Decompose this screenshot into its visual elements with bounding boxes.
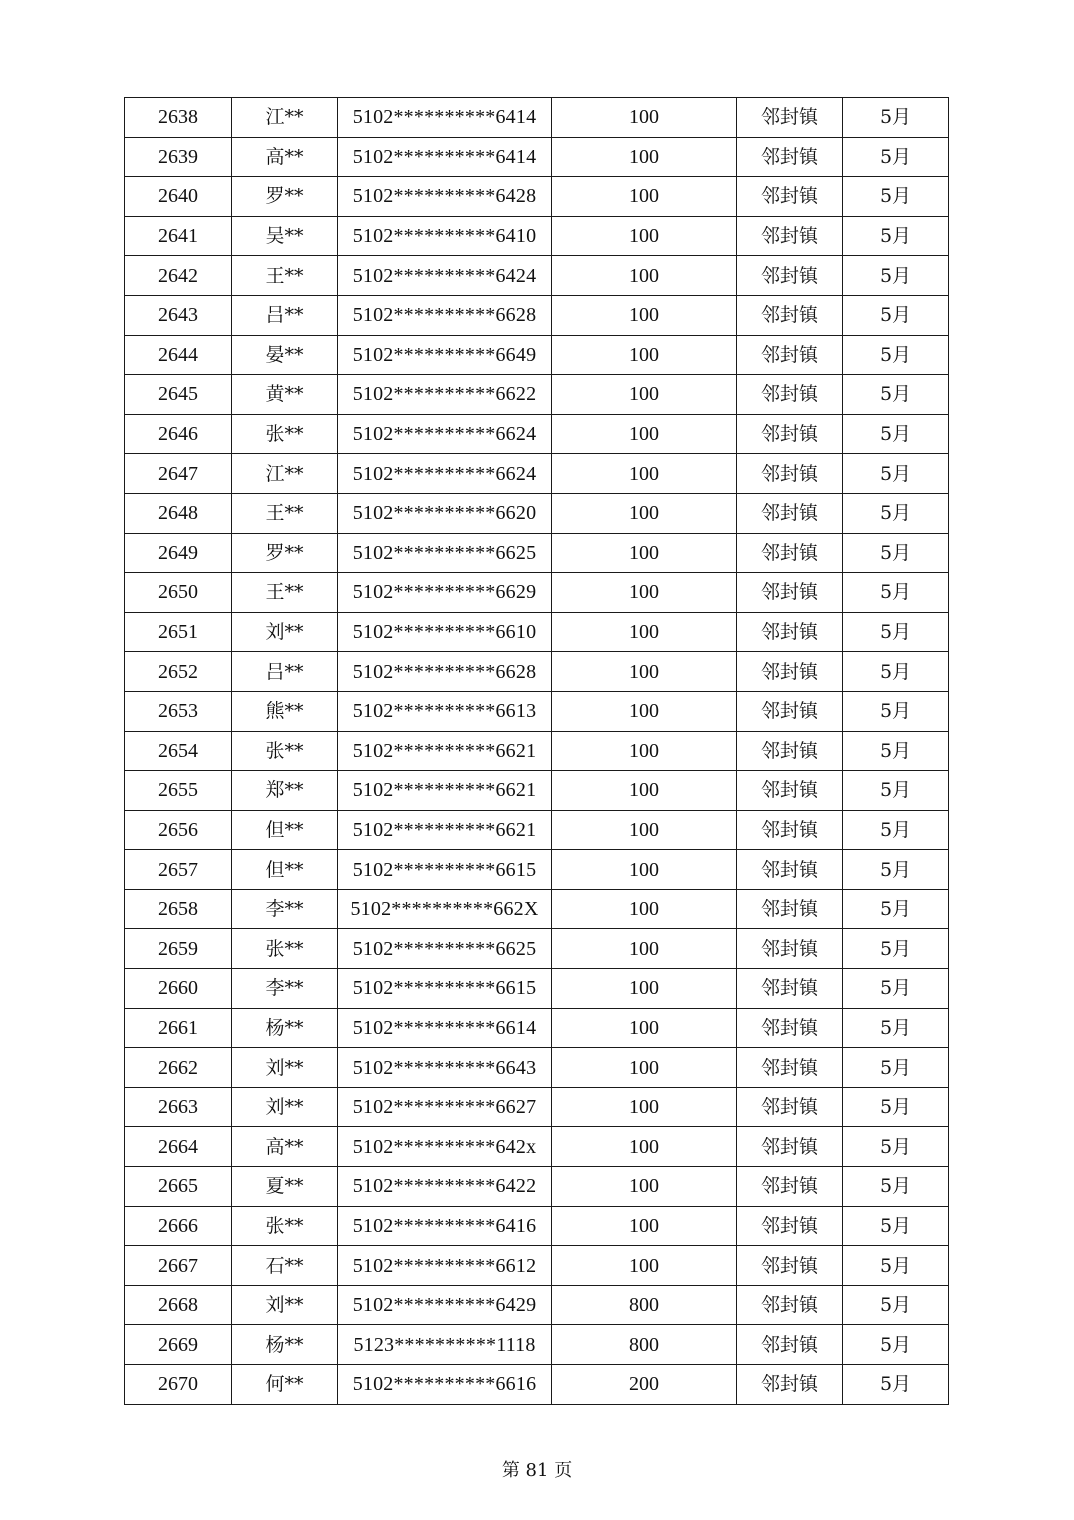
cell-amount: 100 bbox=[552, 850, 737, 890]
cell-month: 5月 bbox=[843, 1008, 949, 1048]
table-row bbox=[125, 1048, 949, 1088]
cell-month: 5月 bbox=[843, 691, 949, 731]
cell-town: 邻封镇 bbox=[737, 1008, 843, 1048]
cell-name: 高** bbox=[232, 1127, 338, 1167]
cell-town: 邻封镇 bbox=[737, 1325, 843, 1365]
cell-month: 5月 bbox=[843, 375, 949, 415]
cell-town: 邻封镇 bbox=[737, 810, 843, 850]
cell-number: 2647 bbox=[125, 454, 232, 494]
cell-name: 罗** bbox=[232, 533, 338, 573]
cell-name: 张** bbox=[232, 731, 338, 771]
cell-number: 2660 bbox=[125, 969, 232, 1009]
cell-number: 2651 bbox=[125, 612, 232, 652]
cell-amount: 100 bbox=[552, 414, 737, 454]
cell-name: 王** bbox=[232, 256, 338, 296]
table-row bbox=[125, 850, 949, 890]
roster-table bbox=[124, 97, 949, 1405]
cell-name: 石** bbox=[232, 1246, 338, 1286]
cell-amount: 100 bbox=[552, 691, 737, 731]
cell-id-number: 5102**********6627 bbox=[338, 1087, 552, 1127]
cell-id-number: 5102**********6614 bbox=[338, 1008, 552, 1048]
cell-name: 熊** bbox=[232, 691, 338, 731]
cell-number: 2653 bbox=[125, 691, 232, 731]
cell-amount: 100 bbox=[552, 256, 737, 296]
table-row bbox=[125, 375, 949, 415]
cell-number: 2645 bbox=[125, 375, 232, 415]
cell-number: 2667 bbox=[125, 1246, 232, 1286]
table-row bbox=[125, 454, 949, 494]
cell-id-number: 5102**********6410 bbox=[338, 216, 552, 256]
cell-town: 邻封镇 bbox=[737, 771, 843, 811]
cell-name: 郑** bbox=[232, 771, 338, 811]
table-row bbox=[125, 1246, 949, 1286]
cell-amount: 100 bbox=[552, 1048, 737, 1088]
cell-number: 2656 bbox=[125, 810, 232, 850]
cell-amount: 100 bbox=[552, 216, 737, 256]
cell-name: 黄** bbox=[232, 375, 338, 415]
cell-month: 5月 bbox=[843, 533, 949, 573]
cell-id-number: 5102**********6424 bbox=[338, 256, 552, 296]
cell-month: 5月 bbox=[843, 177, 949, 217]
table-row bbox=[125, 573, 949, 613]
cell-town: 邻封镇 bbox=[737, 335, 843, 375]
cell-id-number: 5102**********6624 bbox=[338, 454, 552, 494]
cell-amount: 100 bbox=[552, 375, 737, 415]
table-row bbox=[125, 295, 949, 335]
footer-prefix: 第 bbox=[501, 1460, 520, 1481]
cell-amount: 100 bbox=[552, 1008, 737, 1048]
cell-month: 5月 bbox=[843, 1127, 949, 1167]
cell-town: 邻封镇 bbox=[737, 969, 843, 1009]
cell-month: 5月 bbox=[843, 1048, 949, 1088]
cell-number: 2655 bbox=[125, 771, 232, 811]
table-row bbox=[125, 533, 949, 573]
cell-town: 邻封镇 bbox=[737, 414, 843, 454]
cell-name: 吕** bbox=[232, 652, 338, 692]
cell-number: 2661 bbox=[125, 1008, 232, 1048]
cell-number: 2662 bbox=[125, 1048, 232, 1088]
cell-name: 王** bbox=[232, 493, 338, 533]
cell-number: 2657 bbox=[125, 850, 232, 890]
cell-name: 江** bbox=[232, 98, 338, 138]
cell-town: 邻封镇 bbox=[737, 929, 843, 969]
cell-number: 2652 bbox=[125, 652, 232, 692]
cell-month: 5月 bbox=[843, 929, 949, 969]
cell-id-number: 5102**********6649 bbox=[338, 335, 552, 375]
cell-month: 5月 bbox=[843, 335, 949, 375]
cell-town: 邻封镇 bbox=[737, 691, 843, 731]
table-row bbox=[125, 652, 949, 692]
table-row bbox=[125, 1206, 949, 1246]
table-row bbox=[125, 256, 949, 296]
cell-town: 邻封镇 bbox=[737, 850, 843, 890]
table-row bbox=[125, 889, 949, 929]
table-row bbox=[125, 1365, 949, 1405]
cell-town: 邻封镇 bbox=[737, 1087, 843, 1127]
table-row bbox=[125, 1325, 949, 1365]
cell-number: 2669 bbox=[125, 1325, 232, 1365]
cell-amount: 100 bbox=[552, 137, 737, 177]
cell-month: 5月 bbox=[843, 1246, 949, 1286]
cell-town: 邻封镇 bbox=[737, 1246, 843, 1286]
cell-amount: 100 bbox=[552, 929, 737, 969]
table-row bbox=[125, 731, 949, 771]
cell-amount: 100 bbox=[552, 493, 737, 533]
cell-amount: 100 bbox=[552, 969, 737, 1009]
cell-month: 5月 bbox=[843, 256, 949, 296]
cell-id-number: 5102**********6628 bbox=[338, 295, 552, 335]
cell-town: 邻封镇 bbox=[737, 573, 843, 613]
cell-amount: 200 bbox=[552, 1365, 737, 1405]
cell-town: 邻封镇 bbox=[737, 177, 843, 217]
cell-id-number: 5102**********6621 bbox=[338, 810, 552, 850]
cell-id-number: 5102**********6428 bbox=[338, 177, 552, 217]
cell-name: 杨** bbox=[232, 1325, 338, 1365]
table-row bbox=[125, 771, 949, 811]
cell-month: 5月 bbox=[843, 454, 949, 494]
cell-month: 5月 bbox=[843, 1167, 949, 1207]
table-row bbox=[125, 969, 949, 1009]
cell-amount: 100 bbox=[552, 295, 737, 335]
cell-number: 2643 bbox=[125, 295, 232, 335]
cell-amount: 100 bbox=[552, 454, 737, 494]
table-row bbox=[125, 1008, 949, 1048]
table-row bbox=[125, 1087, 949, 1127]
table-row bbox=[125, 1285, 949, 1325]
table-row bbox=[125, 137, 949, 177]
table-row bbox=[125, 414, 949, 454]
cell-number: 2664 bbox=[125, 1127, 232, 1167]
cell-name: 何** bbox=[232, 1365, 338, 1405]
cell-month: 5月 bbox=[843, 731, 949, 771]
cell-id-number: 5123**********1118 bbox=[338, 1325, 552, 1365]
table-row bbox=[125, 1167, 949, 1207]
table-row bbox=[125, 177, 949, 217]
cell-amount: 100 bbox=[552, 1167, 737, 1207]
cell-amount: 100 bbox=[552, 533, 737, 573]
cell-town: 邻封镇 bbox=[737, 612, 843, 652]
cell-id-number: 5102**********6643 bbox=[338, 1048, 552, 1088]
cell-month: 5月 bbox=[843, 98, 949, 138]
cell-id-number: 5102**********6615 bbox=[338, 850, 552, 890]
cell-name: 张** bbox=[232, 414, 338, 454]
cell-id-number: 5102**********6615 bbox=[338, 969, 552, 1009]
cell-name: 但** bbox=[232, 850, 338, 890]
cell-id-number: 5102**********6621 bbox=[338, 771, 552, 811]
cell-town: 邻封镇 bbox=[737, 493, 843, 533]
cell-id-number: 5102**********6414 bbox=[338, 98, 552, 138]
cell-town: 邻封镇 bbox=[737, 1167, 843, 1207]
cell-town: 邻封镇 bbox=[737, 1285, 843, 1325]
cell-number: 2644 bbox=[125, 335, 232, 375]
table-row bbox=[125, 335, 949, 375]
cell-town: 邻封镇 bbox=[737, 533, 843, 573]
cell-id-number: 5102**********6429 bbox=[338, 1285, 552, 1325]
table-row bbox=[125, 98, 949, 138]
cell-name: 王** bbox=[232, 573, 338, 613]
cell-number: 2665 bbox=[125, 1167, 232, 1207]
cell-town: 邻封镇 bbox=[737, 889, 843, 929]
cell-month: 5月 bbox=[843, 137, 949, 177]
cell-month: 5月 bbox=[843, 216, 949, 256]
cell-town: 邻封镇 bbox=[737, 1127, 843, 1167]
cell-id-number: 5102**********6629 bbox=[338, 573, 552, 613]
cell-town: 邻封镇 bbox=[737, 295, 843, 335]
cell-town: 邻封镇 bbox=[737, 652, 843, 692]
cell-month: 5月 bbox=[843, 573, 949, 613]
table-row bbox=[125, 691, 949, 731]
cell-month: 5月 bbox=[843, 1325, 949, 1365]
cell-amount: 100 bbox=[552, 731, 737, 771]
cell-name: 江** bbox=[232, 454, 338, 494]
cell-month: 5月 bbox=[843, 969, 949, 1009]
roster-table-body bbox=[125, 98, 949, 1405]
cell-amount: 100 bbox=[552, 612, 737, 652]
cell-number: 2638 bbox=[125, 98, 232, 138]
cell-id-number: 5102**********6625 bbox=[338, 533, 552, 573]
footer-page-number: 81 bbox=[525, 1460, 549, 1481]
page-footer bbox=[0, 1456, 1074, 1482]
cell-id-number: 5102**********6416 bbox=[338, 1206, 552, 1246]
cell-name: 李** bbox=[232, 969, 338, 1009]
cell-amount: 100 bbox=[552, 1246, 737, 1286]
cell-town: 邻封镇 bbox=[737, 216, 843, 256]
cell-id-number: 5102**********642x bbox=[338, 1127, 552, 1167]
cell-town: 邻封镇 bbox=[737, 137, 843, 177]
cell-month: 5月 bbox=[843, 1365, 949, 1405]
cell-number: 2654 bbox=[125, 731, 232, 771]
cell-month: 5月 bbox=[843, 493, 949, 533]
cell-amount: 100 bbox=[552, 1206, 737, 1246]
table-row bbox=[125, 1127, 949, 1167]
cell-number: 2650 bbox=[125, 573, 232, 613]
cell-town: 邻封镇 bbox=[737, 98, 843, 138]
cell-amount: 100 bbox=[552, 652, 737, 692]
cell-id-number: 5102**********6622 bbox=[338, 375, 552, 415]
cell-name: 张** bbox=[232, 1206, 338, 1246]
cell-id-number: 5102**********6621 bbox=[338, 731, 552, 771]
cell-name: 晏** bbox=[232, 335, 338, 375]
cell-number: 2641 bbox=[125, 216, 232, 256]
table-row bbox=[125, 216, 949, 256]
cell-number: 2646 bbox=[125, 414, 232, 454]
cell-name: 刘** bbox=[232, 1285, 338, 1325]
cell-name: 高** bbox=[232, 137, 338, 177]
cell-number: 2648 bbox=[125, 493, 232, 533]
cell-name: 刘** bbox=[232, 612, 338, 652]
cell-number: 2640 bbox=[125, 177, 232, 217]
table-row bbox=[125, 612, 949, 652]
cell-number: 2658 bbox=[125, 889, 232, 929]
cell-id-number: 5102**********6613 bbox=[338, 691, 552, 731]
cell-month: 5月 bbox=[843, 295, 949, 335]
cell-id-number: 5102**********6610 bbox=[338, 612, 552, 652]
cell-id-number: 5102**********6628 bbox=[338, 652, 552, 692]
table-row bbox=[125, 810, 949, 850]
table-row bbox=[125, 493, 949, 533]
cell-name: 刘** bbox=[232, 1048, 338, 1088]
cell-number: 2668 bbox=[125, 1285, 232, 1325]
cell-town: 邻封镇 bbox=[737, 1206, 843, 1246]
cell-id-number: 5102**********6625 bbox=[338, 929, 552, 969]
cell-id-number: 5102**********6616 bbox=[338, 1365, 552, 1405]
cell-number: 2670 bbox=[125, 1365, 232, 1405]
cell-number: 2663 bbox=[125, 1087, 232, 1127]
cell-name: 李** bbox=[232, 889, 338, 929]
cell-name: 但** bbox=[232, 810, 338, 850]
cell-month: 5月 bbox=[843, 810, 949, 850]
cell-amount: 800 bbox=[552, 1325, 737, 1365]
cell-name: 夏** bbox=[232, 1167, 338, 1207]
table-row bbox=[125, 929, 949, 969]
cell-number: 2666 bbox=[125, 1206, 232, 1246]
cell-name: 罗** bbox=[232, 177, 338, 217]
cell-month: 5月 bbox=[843, 850, 949, 890]
cell-month: 5月 bbox=[843, 414, 949, 454]
cell-name: 张** bbox=[232, 929, 338, 969]
cell-amount: 800 bbox=[552, 1285, 737, 1325]
cell-number: 2649 bbox=[125, 533, 232, 573]
cell-amount: 100 bbox=[552, 335, 737, 375]
cell-month: 5月 bbox=[843, 652, 949, 692]
cell-month: 5月 bbox=[843, 612, 949, 652]
cell-id-number: 5102**********6624 bbox=[338, 414, 552, 454]
cell-number: 2659 bbox=[125, 929, 232, 969]
cell-id-number: 5102**********662X bbox=[338, 889, 552, 929]
cell-amount: 100 bbox=[552, 1127, 737, 1167]
cell-town: 邻封镇 bbox=[737, 1048, 843, 1088]
cell-month: 5月 bbox=[843, 771, 949, 811]
cell-number: 2639 bbox=[125, 137, 232, 177]
cell-month: 5月 bbox=[843, 1087, 949, 1127]
cell-amount: 100 bbox=[552, 573, 737, 613]
cell-amount: 100 bbox=[552, 889, 737, 929]
cell-name: 吴** bbox=[232, 216, 338, 256]
cell-name: 刘** bbox=[232, 1087, 338, 1127]
cell-town: 邻封镇 bbox=[737, 731, 843, 771]
cell-town: 邻封镇 bbox=[737, 454, 843, 494]
cell-amount: 100 bbox=[552, 1087, 737, 1127]
cell-month: 5月 bbox=[843, 1206, 949, 1246]
cell-amount: 100 bbox=[552, 810, 737, 850]
footer-suffix: 页 bbox=[554, 1460, 573, 1481]
cell-town: 邻封镇 bbox=[737, 375, 843, 415]
cell-month: 5月 bbox=[843, 1285, 949, 1325]
cell-name: 吕** bbox=[232, 295, 338, 335]
cell-amount: 100 bbox=[552, 771, 737, 811]
cell-town: 邻封镇 bbox=[737, 256, 843, 296]
cell-amount: 100 bbox=[552, 98, 737, 138]
cell-id-number: 5102**********6620 bbox=[338, 493, 552, 533]
cell-month: 5月 bbox=[843, 889, 949, 929]
cell-amount: 100 bbox=[552, 177, 737, 217]
cell-id-number: 5102**********6414 bbox=[338, 137, 552, 177]
cell-id-number: 5102**********6422 bbox=[338, 1167, 552, 1207]
cell-id-number: 5102**********6612 bbox=[338, 1246, 552, 1286]
cell-name: 杨** bbox=[232, 1008, 338, 1048]
cell-number: 2642 bbox=[125, 256, 232, 296]
cell-town: 邻封镇 bbox=[737, 1365, 843, 1405]
